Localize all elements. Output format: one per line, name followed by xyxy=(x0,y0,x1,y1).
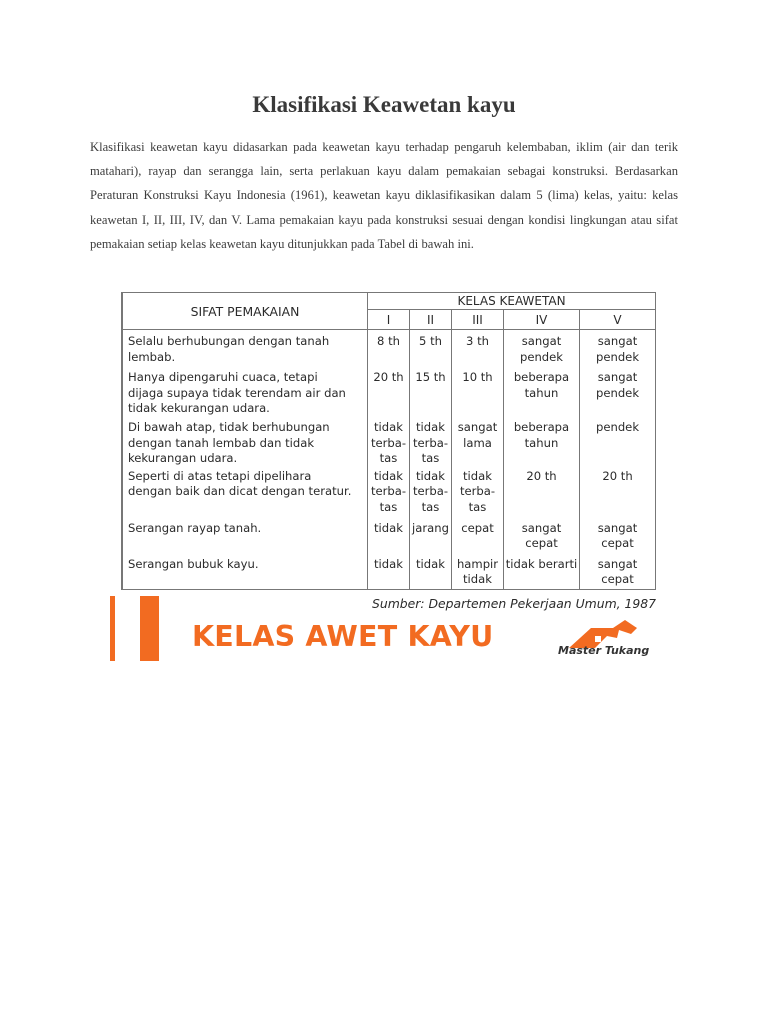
value-line: sangat xyxy=(597,520,638,535)
sifat-line: dengan tanah lembab dan tidak xyxy=(128,435,315,450)
class-1-cell xyxy=(368,519,410,555)
class-5-cell xyxy=(580,418,656,467)
sifat-line: Di bawah atap, tidak berhubungan xyxy=(128,420,330,434)
value-line: cepat xyxy=(461,520,494,535)
table-row xyxy=(123,368,656,418)
value-line: cepat xyxy=(601,572,634,587)
class-5-cell xyxy=(580,467,656,519)
value-line: tidak xyxy=(416,556,445,571)
banner-title: KELAS AWET KAYU xyxy=(192,620,494,653)
table-row xyxy=(123,519,656,555)
value-line: sangat xyxy=(597,334,638,348)
class-4-cell xyxy=(504,555,580,590)
value-line: pendek xyxy=(519,349,564,364)
value-line: tidak xyxy=(416,420,445,434)
value-line: terba- xyxy=(412,484,449,499)
value-line: pendek xyxy=(595,420,640,434)
table-body xyxy=(123,330,656,591)
sifat-line: dengan baik dan dicat dengan teratur. xyxy=(128,484,352,499)
header-class-1: I xyxy=(368,310,410,330)
class-1-cell xyxy=(368,467,410,519)
sifat-line: Hanya dipengaruhi cuaca, tetapi xyxy=(128,370,318,384)
value-line: tas xyxy=(468,499,487,514)
value-line: tidak berarti xyxy=(505,556,578,571)
value-line: tidak xyxy=(463,468,492,483)
header-sifat-pemakaian: SIFAT PEMAKAIAN xyxy=(123,293,368,330)
class-5-cell xyxy=(580,555,656,590)
value-line: terba- xyxy=(412,435,449,450)
header-class-4: IV xyxy=(504,310,580,330)
value-line: 15 th xyxy=(415,370,446,384)
value-line: terba- xyxy=(370,484,407,499)
value-line: tahun xyxy=(524,385,559,400)
value-line: sangat xyxy=(521,520,562,535)
intro-paragraph: Klasifikasi keawetan kayu didasarkan pada keawetan kayu terhadap pengaruh kelembaban, iklim (air dan terik matahari), rayap dan serangga lain, serta perlakuan kayu dalam pemakaian sebagai konstruksi. Berdasarkan Peraturan Konstruksi Kayu Indonesia (1961), keawetan kayu diklasifikasikan dalam 5 (lima) kelas, yaitu: kelas keawetan I, II, III, IV, dan V. Lama pemakaian kayu pada konstruksi sesuai dengan kondisi lingkungan atau sifat pemakaian setiap kelas keawetan kayu ditunjukkan pada Tabel di bawah ini. xyxy=(90,140,678,251)
sifat-line: lembab. xyxy=(128,349,176,364)
sifat-cell xyxy=(123,418,368,467)
sifat-line: dijaga supaya tidak terendam air dan xyxy=(128,385,346,400)
durability-table-grid xyxy=(122,293,656,590)
value-line: 8 th xyxy=(377,334,400,348)
value-line: tidak xyxy=(374,468,403,483)
durability-table xyxy=(121,292,656,590)
value-line: tidak xyxy=(374,520,403,535)
table-row xyxy=(123,555,656,590)
class-4-cell xyxy=(504,519,580,555)
value-line: tas xyxy=(421,451,440,466)
value-line: beberapa xyxy=(513,420,570,434)
value-line: terba- xyxy=(370,435,407,450)
sifat-line: kekurangan udara. xyxy=(128,451,238,466)
accent-bar-thick xyxy=(140,596,159,661)
value-line: 10 th xyxy=(462,370,493,384)
value-line: cepat xyxy=(525,536,558,551)
value-line: jarang xyxy=(412,520,449,535)
logo-text: Master Tukang xyxy=(558,644,650,657)
sifat-line: Selalu berhubungan dengan tanah xyxy=(128,334,330,348)
class-2-cell xyxy=(410,330,452,369)
header-kelas-keawetan: KELAS KEAWETAN xyxy=(368,293,656,310)
class-3-cell xyxy=(452,368,504,418)
value-line: 20 th xyxy=(526,468,557,483)
class-5-cell xyxy=(580,368,656,418)
class-2-cell xyxy=(410,467,452,519)
value-line: cepat xyxy=(601,536,634,551)
class-3-cell xyxy=(452,555,504,590)
class-1-cell xyxy=(368,368,410,418)
class-5-cell xyxy=(580,330,656,369)
table-row xyxy=(123,330,656,369)
accent-bar-thin xyxy=(110,596,115,661)
class-3-cell xyxy=(452,330,504,369)
value-line: sangat xyxy=(597,556,638,571)
class-2-cell xyxy=(410,418,452,467)
value-line: tas xyxy=(379,451,398,466)
source-caption: Sumber: Departemen Pekerjaan Umum, 1987 xyxy=(372,596,657,611)
class-2-cell xyxy=(410,519,452,555)
value-line: sangat xyxy=(521,334,562,348)
value-line: sangat xyxy=(597,370,638,384)
value-line: tahun xyxy=(524,435,559,450)
class-4-cell xyxy=(504,418,580,467)
class-2-cell xyxy=(410,368,452,418)
value-line: tidak xyxy=(416,468,445,483)
header-class-2: II xyxy=(410,310,452,330)
value-line: tas xyxy=(379,499,398,514)
class-1-cell xyxy=(368,418,410,467)
value-line: tidak xyxy=(374,556,403,571)
sifat-cell xyxy=(123,519,368,555)
class-1-cell xyxy=(368,330,410,369)
value-line: tidak xyxy=(463,572,492,587)
value-line: terba- xyxy=(459,484,496,499)
value-line: sangat xyxy=(457,420,498,434)
value-line: pendek xyxy=(595,385,640,400)
class-3-cell xyxy=(452,519,504,555)
value-line: hampir xyxy=(456,556,499,571)
sifat-cell xyxy=(123,467,368,519)
sifat-cell xyxy=(123,555,368,590)
table-row xyxy=(123,467,656,519)
class-1-cell xyxy=(368,555,410,590)
sifat-line: Seperti di atas tetapi dipelihara xyxy=(128,468,312,483)
value-line: beberapa xyxy=(513,370,570,384)
value-line: 3 th xyxy=(466,334,489,348)
value-line: tas xyxy=(421,499,440,514)
value-line: tidak xyxy=(374,420,403,434)
class-4-cell xyxy=(504,330,580,369)
value-line: 5 th xyxy=(419,334,442,348)
sifat-line: Serangan rayap tanah. xyxy=(128,520,262,535)
header-class-3: III xyxy=(452,310,504,330)
class-4-cell xyxy=(504,467,580,519)
class-3-cell xyxy=(452,418,504,467)
table-row xyxy=(123,418,656,467)
value-line: 20 th xyxy=(602,468,633,483)
value-line: lama xyxy=(463,435,492,450)
sifat-cell xyxy=(123,330,368,369)
class-5-cell xyxy=(580,519,656,555)
page-title: Klasifikasi Keawetan kayu xyxy=(252,92,516,117)
sifat-line: tidak kekurangan udara. xyxy=(128,401,270,416)
value-line: pendek xyxy=(595,349,640,364)
sifat-line: Serangan bubuk kayu. xyxy=(128,556,259,571)
sifat-cell xyxy=(123,368,368,418)
class-2-cell xyxy=(410,555,452,590)
class-3-cell xyxy=(452,467,504,519)
class-4-cell xyxy=(504,368,580,418)
value-line: 20 th xyxy=(373,370,404,384)
header-class-5: V xyxy=(580,310,656,330)
